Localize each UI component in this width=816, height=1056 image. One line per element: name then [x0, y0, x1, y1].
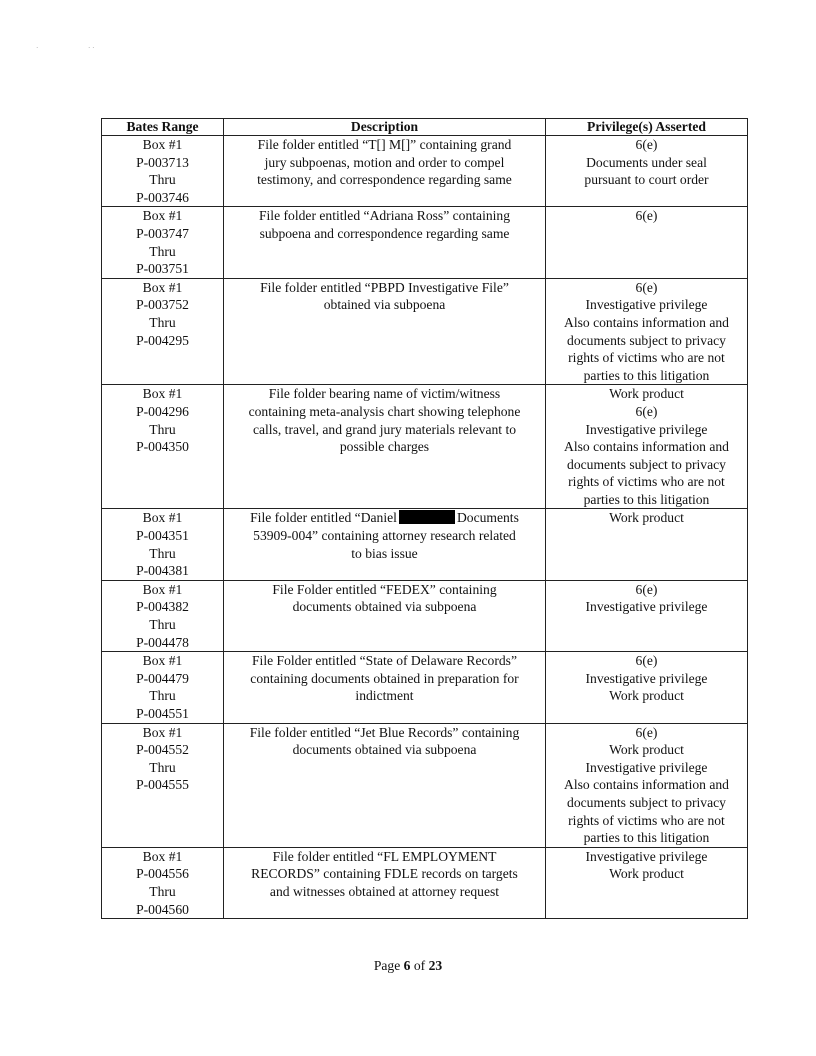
privileges-cell [546, 509, 748, 580]
bates-line: P-003751 [136, 261, 189, 277]
description-cell [224, 385, 546, 509]
bates-line: P-004560 [136, 901, 189, 917]
header-bates-range: Bates Range [102, 119, 224, 136]
table-row [102, 509, 748, 580]
bates-line: Box #1 [142, 848, 183, 864]
bates-line: P-003713 [136, 154, 189, 170]
bates-range-cell [102, 385, 224, 509]
bates-range-cell [102, 278, 224, 385]
description-line: indictment [355, 688, 414, 704]
bates-line: Thru [149, 688, 176, 704]
privilege-line: Investigative privilege [585, 599, 708, 615]
footer-prefix: Page [373, 958, 404, 973]
bates-line: P-004478 [136, 634, 189, 650]
description-line: RECORDS” containing FDLE records on targets [251, 866, 518, 882]
bates-line: Thru [149, 883, 176, 899]
description-line: File folder entitled “FL EMPLOYMENT [272, 848, 497, 864]
header-description: Description [224, 119, 546, 136]
bates-line: Box #1 [142, 137, 183, 152]
bates-range-cell [102, 652, 224, 723]
privilege-line: rights of victims who are not [568, 812, 725, 828]
description-cell [224, 723, 546, 847]
page-footer [0, 958, 816, 974]
description-line: jury subpoenas, motion and order to compel [264, 154, 505, 170]
table-row [102, 136, 748, 207]
privilege-line: documents subject to privacy [567, 332, 726, 348]
bates-line: P-004381 [136, 563, 189, 579]
description-cell [224, 580, 546, 651]
table-row [102, 278, 748, 385]
description-cell [224, 847, 546, 918]
description-line: File folder entitled “T[] M[]” containing grand [257, 137, 512, 152]
privilege-line: Investigative privilege [585, 421, 708, 437]
description-line: File folder entitled “Jet Blue Records” containing [249, 724, 520, 740]
footer-page-total: 23 [428, 958, 443, 973]
description-line [227, 509, 542, 527]
bates-line: Thru [149, 545, 176, 561]
description-cell [224, 207, 546, 278]
privilege-line: Work product [609, 742, 684, 758]
privileges-cell [546, 207, 748, 278]
bates-range-cell [102, 580, 224, 651]
bates-line: P-004295 [136, 332, 189, 348]
bates-line: P-004551 [136, 706, 189, 721]
privileges-cell [546, 580, 748, 651]
table-row [102, 652, 748, 723]
privilege-line: Investigative privilege [585, 759, 708, 775]
bates-range-cell [102, 847, 224, 918]
privilege-line: rights of victims who are not [568, 350, 725, 366]
privilege-line: documents subject to privacy [567, 794, 726, 810]
redaction-block [399, 510, 455, 524]
scan-artifact: · [36, 44, 39, 52]
table-row [102, 723, 748, 847]
bates-line: Thru [149, 421, 176, 437]
scan-artifact: · · [88, 44, 95, 52]
description-line: obtained via subpoena [323, 297, 446, 313]
description-line: File Folder entitled “FEDEX” containing [272, 581, 497, 597]
bates-line: P-003746 [136, 189, 189, 205]
privilege-line: Work product [609, 866, 684, 882]
privileges-cell [546, 136, 748, 207]
description-line: testimony, and correspondence regarding same [257, 172, 512, 188]
privilege-line: parties to this litigation [583, 830, 710, 846]
table-header-row [102, 119, 748, 136]
bates-line: Box #1 [142, 724, 183, 740]
bates-line: P-004479 [136, 670, 189, 686]
bates-line: P-003752 [136, 297, 189, 313]
bates-range-cell [102, 136, 224, 207]
bates-line: Box #1 [142, 279, 183, 295]
bates-line: Box #1 [142, 653, 183, 669]
table-row [102, 385, 748, 509]
description-line: File Folder entitled “State of Delaware Records” [252, 653, 517, 669]
privileges-cell [546, 847, 748, 918]
description-line: to bias issue [351, 545, 418, 561]
description-line: and witnesses obtained at attorney request [269, 883, 500, 899]
description-line: calls, travel, and grand jury materials relevant to [252, 421, 517, 437]
description-cell [224, 652, 546, 723]
description-line: File folder entitled “PBPD Investigative File” [260, 279, 509, 295]
privilege-line: Work product [609, 688, 684, 704]
bates-line: P-004296 [136, 403, 189, 419]
privilege-line: 6(e) [635, 724, 658, 740]
privilege-line: parties to this litigation [583, 491, 710, 507]
table-row [102, 580, 748, 651]
footer-of: of [410, 958, 429, 973]
description-line: File folder entitled “Adriana Ross” containing [258, 208, 511, 224]
bates-line: Thru [149, 314, 176, 330]
bates-line: P-004552 [136, 742, 189, 758]
privilege-log-table [101, 118, 748, 919]
privilege-line: parties to this litigation [583, 367, 710, 383]
privilege-line: 6(e) [635, 653, 658, 669]
table-body [102, 136, 748, 919]
description-line: subpoena and correspondence regarding same [259, 225, 510, 241]
privilege-line: Also contains information and [564, 777, 729, 793]
description-text: Documents [456, 510, 519, 526]
privilege-line: Investigative privilege [585, 848, 708, 864]
privilege-line: documents subject to privacy [567, 456, 726, 472]
description-text: File folder entitled “Daniel [250, 510, 397, 526]
bates-line: P-004351 [136, 528, 189, 544]
privileges-cell [546, 652, 748, 723]
privilege-line: 6(e) [635, 137, 658, 152]
description-cell [224, 509, 546, 580]
bates-line: P-004350 [136, 439, 189, 455]
bates-line: P-004555 [136, 777, 189, 793]
privilege-line: Also contains information and [564, 314, 729, 330]
privilege-line: 6(e) [635, 279, 658, 295]
description-line: possible charges [339, 439, 430, 455]
description-line: containing meta-analysis chart showing telephone [248, 403, 521, 419]
bates-range-cell [102, 509, 224, 580]
header-privileges-asserted: Privilege(s) Asserted [546, 119, 748, 136]
privilege-line: 6(e) [635, 581, 658, 597]
description-line: containing documents obtained in preparation for [250, 670, 519, 686]
privilege-line: Investigative privilege [585, 670, 708, 686]
privileges-cell [546, 278, 748, 385]
bates-line: P-004382 [136, 599, 189, 615]
description-line: documents obtained via subpoena [292, 742, 477, 758]
privilege-line: Work product [609, 386, 684, 402]
bates-line: P-003747 [136, 225, 189, 241]
bates-line: Thru [149, 172, 176, 188]
description-line: documents obtained via subpoena [292, 599, 477, 615]
privileges-cell [546, 385, 748, 509]
privilege-line: Also contains information and [564, 439, 729, 455]
description-line: File folder bearing name of victim/witness [268, 386, 501, 402]
privilege-line: 6(e) [635, 403, 658, 419]
bates-line: Thru [149, 243, 176, 259]
bates-line: Box #1 [142, 386, 183, 402]
bates-line: Box #1 [142, 581, 183, 597]
bates-line: Thru [149, 759, 176, 775]
bates-range-cell [102, 207, 224, 278]
privilege-line: pursuant to court order [584, 172, 709, 188]
privilege-line: rights of victims who are not [568, 474, 725, 490]
description-line: 53909-004” containing attorney research related [253, 528, 516, 544]
privilege-line: Documents under seal [586, 154, 707, 170]
privilege-line: Investigative privilege [585, 297, 708, 313]
privilege-line: 6(e) [635, 208, 658, 224]
description-cell [224, 136, 546, 207]
privileges-cell [546, 723, 748, 847]
bates-line: P-004556 [136, 866, 189, 882]
footer-page-number: 6 [403, 958, 411, 973]
table-row [102, 207, 748, 278]
bates-line: Thru [149, 617, 176, 633]
bates-line: Box #1 [142, 208, 183, 224]
table-row [102, 847, 748, 918]
bates-line: Box #1 [142, 510, 183, 526]
description-cell [224, 278, 546, 385]
bates-range-cell [102, 723, 224, 847]
privilege-line: Work product [609, 510, 684, 526]
